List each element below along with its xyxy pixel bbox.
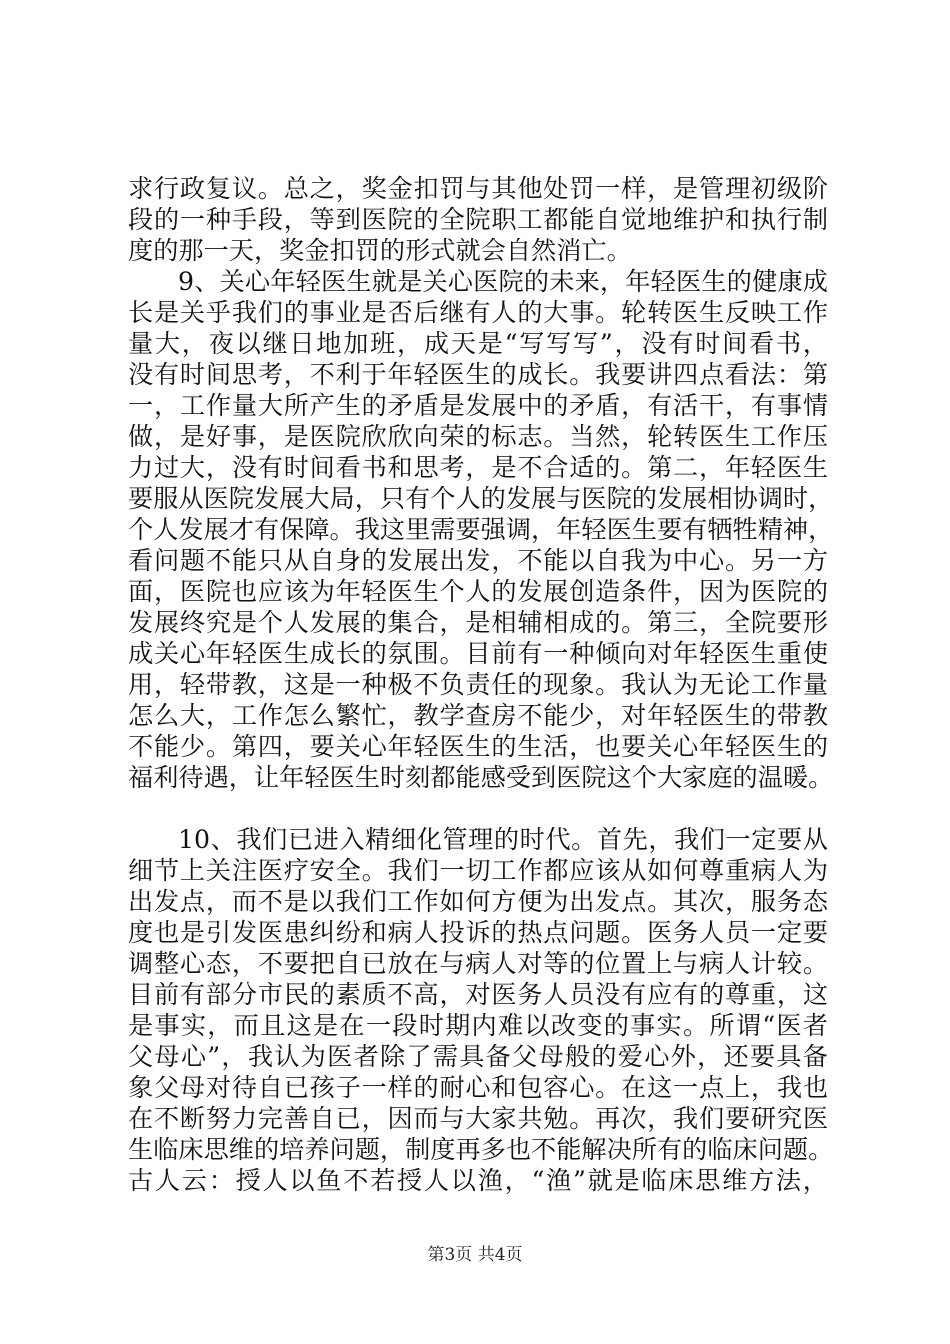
text-line: 10、我们已进入精细化管理的时代。首先，我们一定要从	[178, 825, 828, 854]
text-line: 要服从医院发展大局，只有个人的发展与医院的发展相协调时，	[128, 484, 834, 513]
paragraph-1	[128, 173, 828, 266]
text-line: 量大，夜以继日地加班，成天是“写写写”，没有时间看书，	[128, 329, 828, 358]
text-line: 目前有部分市民的素质不高，对医务人员没有应有的尊重，这	[128, 980, 828, 1009]
text-line: 段的一种手段，等到医院的全院职工都能自觉地维护和执行制	[128, 205, 828, 234]
text-line: 个人发展才有保障。我这里需要强调，年轻医生要有牺牲精神，	[128, 515, 834, 544]
text-line: 力过大，没有时间看书和思考，是不合适的。第二，年轻医生	[128, 453, 828, 482]
text-line: 度也是引发医患纠纷和病人投诉的热点问题。医务人员一定要	[128, 918, 828, 947]
text-line: 生临床思维的培养问题，制度再多也不能解决所有的临床问题。	[128, 1135, 834, 1164]
text-block-lower	[128, 824, 834, 1196]
text-line: 9、关心年轻医生就是关心医院的未来，年轻医生的健康成	[178, 267, 828, 296]
text-block-upper	[128, 173, 834, 793]
text-line: 在不断努力完善自已，因而与大家共勉。再次，我们要研究医	[128, 1104, 828, 1133]
text-line: 调整心态，不要把自已放在与病人对等的位置上与病人计较。	[128, 949, 828, 978]
text-line: 做，是好事，是医院欣欣向荣的标志。当然，轮转医生工作压	[128, 422, 828, 451]
text-line: 成关心年轻医生成长的氛围。目前有一种倾向对年轻医生重使	[128, 639, 828, 668]
text-line: 面，医院也应该为年轻医生个人的发展创造条件，因为医院的	[128, 577, 828, 606]
text-line: 怎么大，工作怎么繁忙，教学查房不能少，对年轻医生的带教	[128, 701, 828, 730]
text-line: 没有时间思考，不利于年轻医生的成长。我要讲四点看法：第	[128, 360, 828, 389]
text-line: 是事实，而且这是在一段时期内难以改变的事实。所谓“医者	[128, 1011, 828, 1040]
paragraph-3	[128, 824, 834, 1196]
text-line: 发展终究是个人发展的集合，是相辅相成的。第三，全院要形	[128, 608, 828, 637]
text-line: 父母心”，我认为医者除了需具备父母般的爱心外，还要具备	[128, 1042, 828, 1071]
text-line: 用，轻带教，这是一种极不负责任的现象。我认为无论工作量	[128, 670, 828, 699]
text-line: 长是关乎我们的事业是否后继有人的大事。轮转医生反映工作	[128, 298, 828, 327]
text-line: 看问题不能只从自身的发展出发，不能以自我为中心。另一方	[128, 546, 828, 575]
text-line: 出发点，而不是以我们工作如何方便为出发点。其次，服务态	[128, 887, 828, 916]
text-line: 不能少。第四，要关心年轻医生的生活，也要关心年轻医生的	[128, 732, 828, 761]
text-line: 古人云：授人以鱼不若授人以渔，“渔”就是临床思维方法，	[128, 1166, 828, 1195]
text-line: 细节上关注医疗安全。我们一切工作都应该从如何尊重病人为	[128, 856, 828, 885]
text-line: 福利待遇，让年轻医生时刻都能感受到医院这个大家庭的温暖。	[128, 763, 834, 792]
paragraph-2	[128, 266, 834, 793]
text-line: 求行政复议。总之，奖金扣罚与其他处罚一样，是管理初级阶	[128, 174, 828, 203]
text-line: 一，工作量大所产生的矛盾是发展中的矛盾，有活干，有事情	[128, 391, 828, 420]
text-line: 象父母对待自已孩子一样的耐心和包容心。在这一点上，我也	[128, 1073, 828, 1102]
text-line: 度的那一天，奖金扣罚的形式就会自然消亡。	[128, 236, 632, 265]
page-number-footer: 第3页 共4页	[427, 1245, 523, 1265]
